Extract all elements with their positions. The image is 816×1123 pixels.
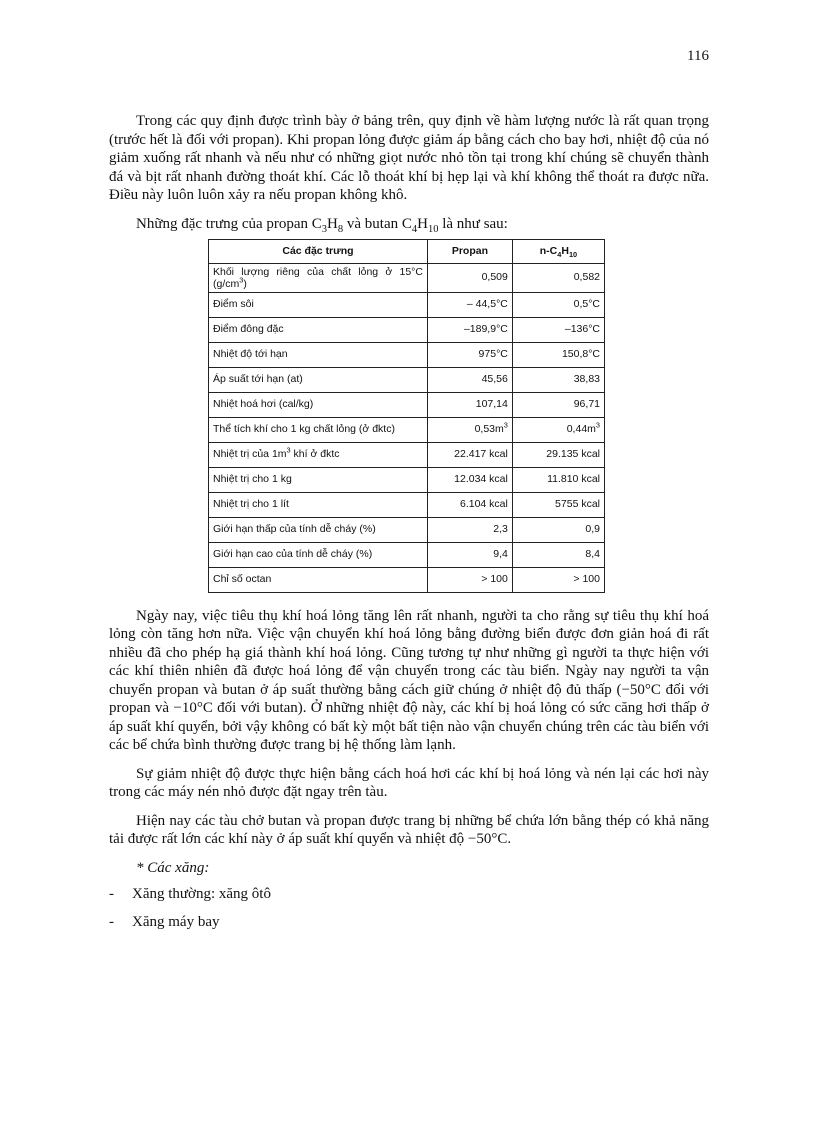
row-name: Áp suất tới hạn (at) bbox=[209, 367, 428, 392]
paragraph-consumption: Ngày nay, việc tiêu thụ khí hoá lỏng tăng lên rất nhanh, người ta cho rằng sự tiêu thụ khí hoá lỏng còn tăng hơn nữa. Việc vận chuyển khí hoá lỏng bằng đường biển được đơn giản hoá đi rất nhiều đã cho phép hạ giá thành khí hoá lỏng. Cũng tương tự như những gì người ta thực hiện với các khí thiên nhiên đã được hoá lỏng để vận chuyển trong các tàu biển. Ngày nay người ta vận chuyển propan và butan ở áp suất thường bằng cách giữ chúng ở nhiệt độ đủ thấp (−50°C đối với propan và −10°C đối với butan). Ở những nhiệt độ này, các khí bị hoá lỏng có sức căng hơi thấp ở áp suất khí quyển, bởi vậy không có bất kỳ một bất tiện nào vận chuyển chúng trên các tàu biển với các bể chứa bình thường được trang bị hệ thống làm lạnh. bbox=[109, 607, 709, 753]
propan-value: > 100 bbox=[427, 567, 512, 592]
section-note-gasoline: * Các xăng: bbox=[136, 859, 210, 876]
table-row bbox=[209, 342, 605, 367]
page-content bbox=[109, 112, 709, 940]
row-name: Nhiệt hoá hơi (cal/kg) bbox=[209, 392, 428, 417]
table-row bbox=[209, 517, 605, 542]
table-header-row bbox=[209, 240, 605, 264]
header-propan: Propan bbox=[427, 240, 512, 264]
butan-value: > 100 bbox=[512, 567, 604, 592]
propan-value: – 44,5°C bbox=[427, 292, 512, 317]
butan-value: 38,83 bbox=[512, 367, 604, 392]
table-row bbox=[209, 467, 605, 492]
propan-value: 9,4 bbox=[427, 542, 512, 567]
row-name: Thể tích khí cho 1 kg chất lỏng (ở đktc) bbox=[209, 417, 428, 442]
propan-value: –189,9°C bbox=[427, 317, 512, 342]
header-characteristics: Các đặc trưng bbox=[209, 240, 428, 264]
butan-value: 0,582 bbox=[512, 263, 604, 292]
propan-value: 6.104 kcal bbox=[427, 492, 512, 517]
table-row bbox=[209, 492, 605, 517]
row-name: Nhiệt trị cho 1 kg bbox=[209, 467, 428, 492]
list-item bbox=[109, 885, 709, 904]
butan-value: 150,8°C bbox=[512, 342, 604, 367]
propan-value: $0,53m^3$ bbox=[427, 417, 512, 442]
table-row bbox=[209, 542, 605, 567]
list-item bbox=[109, 913, 709, 932]
list-item-text: Xăng thường: xăng ôtô bbox=[132, 886, 271, 902]
propan-value: 2,3 bbox=[427, 517, 512, 542]
row-name: Giới hạn cao của tính dễ cháy (%) bbox=[209, 542, 428, 567]
propan-value: 107,14 bbox=[427, 392, 512, 417]
propan-value: 975°C bbox=[427, 342, 512, 367]
propan-value: 45,56 bbox=[427, 367, 512, 392]
paragraph-tankers: Hiện nay các tàu chở butan và propan được trang bị những bể chứa lớn bằng thép có khả năng tải được rất lớn các khí này ở áp suất khí quyển và nhiệt độ −50°C. bbox=[109, 812, 709, 847]
table-row bbox=[209, 292, 605, 317]
list-dash: - bbox=[109, 886, 114, 902]
row-name: Nhiệt độ tới hạn bbox=[209, 342, 428, 367]
butan-value: 0,9 bbox=[512, 517, 604, 542]
row-name: Chỉ số octan bbox=[209, 567, 428, 592]
row-name: Nhiệt trị của $1m^3$ khí ở đktc bbox=[209, 442, 428, 467]
table-row bbox=[209, 367, 605, 392]
propan-value: 0,509 bbox=[427, 263, 512, 292]
header-butan: $n-C_4H_{10}$ bbox=[512, 240, 604, 264]
row-name: Nhiệt trị cho 1 lít bbox=[209, 492, 428, 517]
row-name: Điểm sôi bbox=[209, 292, 428, 317]
table-row bbox=[209, 567, 605, 592]
table-row bbox=[209, 417, 605, 442]
propan-value: 12.034 kcal bbox=[427, 467, 512, 492]
page-number: 116 bbox=[687, 48, 709, 64]
butan-value: 5755 kcal bbox=[512, 492, 604, 517]
butan-value: 8,4 bbox=[512, 542, 604, 567]
butan-value: 11.810 kcal bbox=[512, 467, 604, 492]
butan-value: $0,44m^3$ bbox=[512, 417, 604, 442]
row-name: Giới hạn thấp của tính dễ cháy (%) bbox=[209, 517, 428, 542]
butan-value: 96,71 bbox=[512, 392, 604, 417]
row-name: Khối lượng riêng của chất lỏng ở 15°C $(g/cm^3)$ bbox=[209, 263, 428, 292]
list-dash: - bbox=[109, 913, 114, 930]
table-row bbox=[209, 317, 605, 342]
paragraph-cooling: Sự giảm nhiệt độ được thực hiện bằng cách hoá hơi các khí bị hoá lỏng và nén lại các hơi này trong các máy nén nhỏ được đặt ngay trên tàu. bbox=[109, 765, 709, 800]
list-item-text: Xăng máy bay bbox=[132, 913, 220, 930]
row-name: Điểm đông đặc bbox=[209, 317, 428, 342]
butan-value: 29.135 kcal bbox=[512, 442, 604, 467]
butan-value: –136°C bbox=[512, 317, 604, 342]
propan-value: 22.417 kcal bbox=[427, 442, 512, 467]
table-row bbox=[209, 392, 605, 417]
paragraph-water-content: Trong các quy định được trình bày ở bảng trên, quy định về hàm lượng nước là rất quan trọng (trước hết là đối với propan). Khi propan lỏng được giảm áp bằng cách cho bay hơi, nhiệt độ của nó giảm xuống rất nhanh và nếu như có những giọt nước nhỏ tồn tại trong khí chúng sẽ chuyển thành đá và bịt rất nhanh đường thoát khí. Các lỗ thoát khí bị hẹp lại và khí không thể thoát ra được nữa. Điều này luôn luôn xảy ra nếu propan không khô. bbox=[109, 113, 709, 203]
table-row bbox=[209, 263, 605, 292]
butan-value: 0,5°C bbox=[512, 292, 604, 317]
table-row bbox=[209, 442, 605, 467]
properties-table bbox=[208, 239, 605, 593]
table-intro: Những đặc trưng của propan $C_3H_8$ và butan $C_4H_{10}$ là như sau: bbox=[136, 215, 508, 235]
